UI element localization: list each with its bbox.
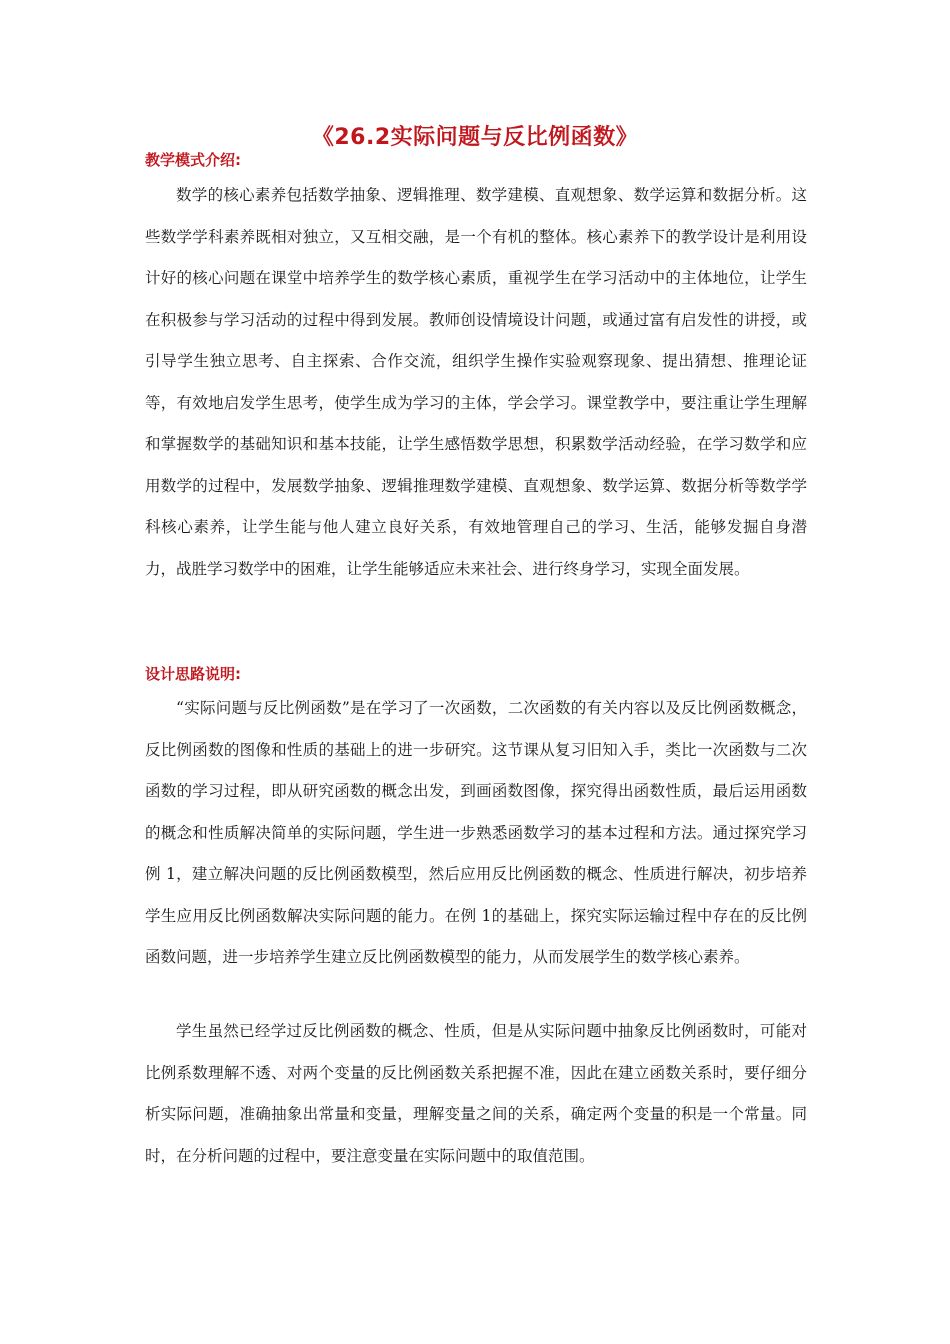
paragraph-design-idea-1: “实际问题与反比例函数”是在学习了一次函数，二次函数的有关内容以及反比例函数概念，反比例函数的图像和性质的基础上的进一步研究。这节课从复习旧知入手，类比一次函数与二次函数的学习过程，即从研究函数的概念出发，到画函数图像，探究得出函数性质，最后运用函数的概念和性质解决简单的实际问题，学生进一步熟悉函数学习的基本过程和方法。通过探究学习例 1，建立解决问题的反比例函数模型，然后应用反比例函数的概念、性质进行解决，初步培养学生应用反比例函数解决实际问题的能力。在例 1的基础上，探究实际运输过程中存在的反比例函数问题，进一步培养学生建立反比例函数模型的能力，从而发展学生的数学核心素养。 [145,699,807,966]
section-heading-design-idea: 设计思路说明: [145,665,241,683]
paragraph-teaching-mode: 数学的核心素养包括数学抽象、逻辑推理、数学建模、直观想象、数学运算和数据分析。这些数学学科素养既相对独立，又互相交融，是一个有机的整体。核心素养下的教学设计是利用设计好的核心问题在课堂中培养学生的数学核心素质，重视学生在学习活动中的主体地位，让学生在积极参与学习活动的过程中得到发展。教师创设情境设计问题，或通过富有启发性的讲授，或引导学生独立思考、自主探索、合作交流，组织学生操作实验观察现象、提出猜想、推理论证等，有效地启发学生思考，使学生成为学习的主体，学会学习。课堂教学中，要注重让学生理解和掌握数学的基础知识和基本技能，让学生感悟数学思想，积累数学活动经验，在学习数学和应用数学的过程中，发展数学抽象、逻辑推理数学建模、直观想象、数学运算、数据分析等数学学科核心素养，让学生能与他人建立良好关系，有效地管理自己的学习、生活，能够发掘自身潜力，战胜学习数学中的困难，让学生能够适应未来社会、进行终身学习，实现全面发展。 [145,186,807,578]
paragraph-design-idea-2: 学生虽然已经学过反比例函数的概念、性质，但是从实际问题中抽象反比例函数时，可能对比例系数理解不透、对两个变量的反比例函数关系把握不准，因此在建立函数关系时，要仔细分析实际问题，准确抽象出常量和变量，理解变量之间的关系，确定两个变量的积是一个常量。同时，在分析问题的过程中，要注意变量在实际问题中的取值范围。 [145,1022,807,1165]
document-title: 《26.2实际问题与反比例函数》 [311,125,639,150]
section-heading-teaching-mode: 教学模式介绍: [145,151,241,169]
